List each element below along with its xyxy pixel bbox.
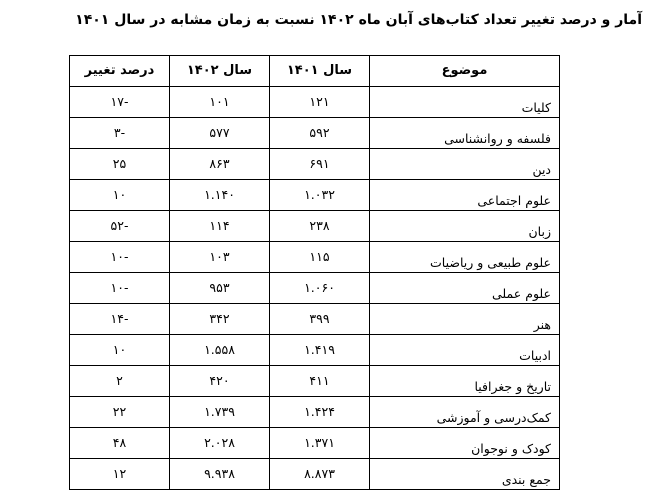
cell-year-1402: ۸۶۳: [170, 149, 270, 180]
cell-year-1402: ۹۵۳: [170, 273, 270, 304]
cell-topic: علوم طبیعی و ریاضیات: [370, 242, 560, 273]
cell-change: -۳: [70, 118, 170, 149]
cell-year-1401: ۱.۳۷۱: [270, 428, 370, 459]
cell-change: -۱۴: [70, 304, 170, 335]
cell-year-1401: ۱.۴۱۹: [270, 335, 370, 366]
table-row: [70, 242, 560, 273]
cell-year-1402: ۱.۵۵۸: [170, 335, 270, 366]
cell-topic: تاریخ و جغرافیا: [370, 366, 560, 397]
cell-year-1402: ۴۲۰: [170, 366, 270, 397]
cell-year-1401: ۱.۰۶۰: [270, 273, 370, 304]
header-year-1402: سال ۱۴۰۲: [170, 56, 270, 87]
table-row: [70, 180, 560, 211]
cell-year-1401: ۱.۰۳۲: [270, 180, 370, 211]
cell-change: -۱۰: [70, 242, 170, 273]
cell-year-1402: ۵۷۷: [170, 118, 270, 149]
cell-change: -۵۲: [70, 211, 170, 242]
cell-topic: علوم عملی: [370, 273, 560, 304]
cell-year-1402: ۱۱۴: [170, 211, 270, 242]
cell-year-1402: ۲.۰۲۸: [170, 428, 270, 459]
cell-year-1401: ۶۹۱: [270, 149, 370, 180]
cell-topic: کمک‌درسی و آموزشی: [370, 397, 560, 428]
table-row: [70, 397, 560, 428]
table-row-total: [70, 459, 560, 490]
cell-change: ۲: [70, 366, 170, 397]
cell-year-1402: ۱۰۱: [170, 87, 270, 118]
table-row: [70, 118, 560, 149]
table-row: [70, 211, 560, 242]
cell-topic: ادبیات: [370, 335, 560, 366]
cell-change: ۱۰: [70, 180, 170, 211]
cell-year-1402: ۹.۹۳۸: [170, 459, 270, 490]
page-title: آمار و درصد تغییر تعداد کتاب‌های آبان ماه ۱۴۰۲ نسبت به زمان مشابه در سال ۱۴۰۱: [75, 12, 642, 28]
cell-change: ۱۰: [70, 335, 170, 366]
cell-year-1401: ۸.۸۷۳: [270, 459, 370, 490]
cell-year-1402: ۱.۷۳۹: [170, 397, 270, 428]
cell-topic: دین: [370, 149, 560, 180]
cell-topic: هنر: [370, 304, 560, 335]
cell-change: ۴۸: [70, 428, 170, 459]
statistics-table: [69, 55, 560, 490]
cell-change: -۱۷: [70, 87, 170, 118]
cell-year-1401: ۱۱۵: [270, 242, 370, 273]
header-topic: موضوع: [370, 56, 560, 87]
cell-topic: کلیات: [370, 87, 560, 118]
cell-year-1401: ۲۳۸: [270, 211, 370, 242]
header-year-1401: سال ۱۴۰۱: [270, 56, 370, 87]
header-change-percent: درصد تغییر: [70, 56, 170, 87]
cell-year-1401: ۵۹۲: [270, 118, 370, 149]
cell-change: ۱۲: [70, 459, 170, 490]
cell-topic: علوم اجتماعی: [370, 180, 560, 211]
cell-topic: زبان: [370, 211, 560, 242]
table-header-row: [70, 56, 560, 87]
table-row: [70, 428, 560, 459]
table-row: [70, 304, 560, 335]
table-row: [70, 335, 560, 366]
cell-year-1402: ۳۴۲: [170, 304, 270, 335]
table-row: [70, 87, 560, 118]
cell-topic: کودک و نوجوان: [370, 428, 560, 459]
table-row: [70, 149, 560, 180]
cell-change: ۲۲: [70, 397, 170, 428]
cell-year-1401: ۴۱۱: [270, 366, 370, 397]
cell-year-1401: ۱.۴۲۴: [270, 397, 370, 428]
cell-year-1401: ۱۲۱: [270, 87, 370, 118]
cell-change: -۱۰: [70, 273, 170, 304]
cell-topic: جمع بندی: [370, 459, 560, 490]
cell-year-1402: ۱.۱۴۰: [170, 180, 270, 211]
cell-year-1401: ۳۹۹: [270, 304, 370, 335]
cell-topic: فلسفه و روانشناسی: [370, 118, 560, 149]
cell-change: ۲۵: [70, 149, 170, 180]
table-row: [70, 366, 560, 397]
table-row: [70, 273, 560, 304]
cell-year-1402: ۱۰۳: [170, 242, 270, 273]
